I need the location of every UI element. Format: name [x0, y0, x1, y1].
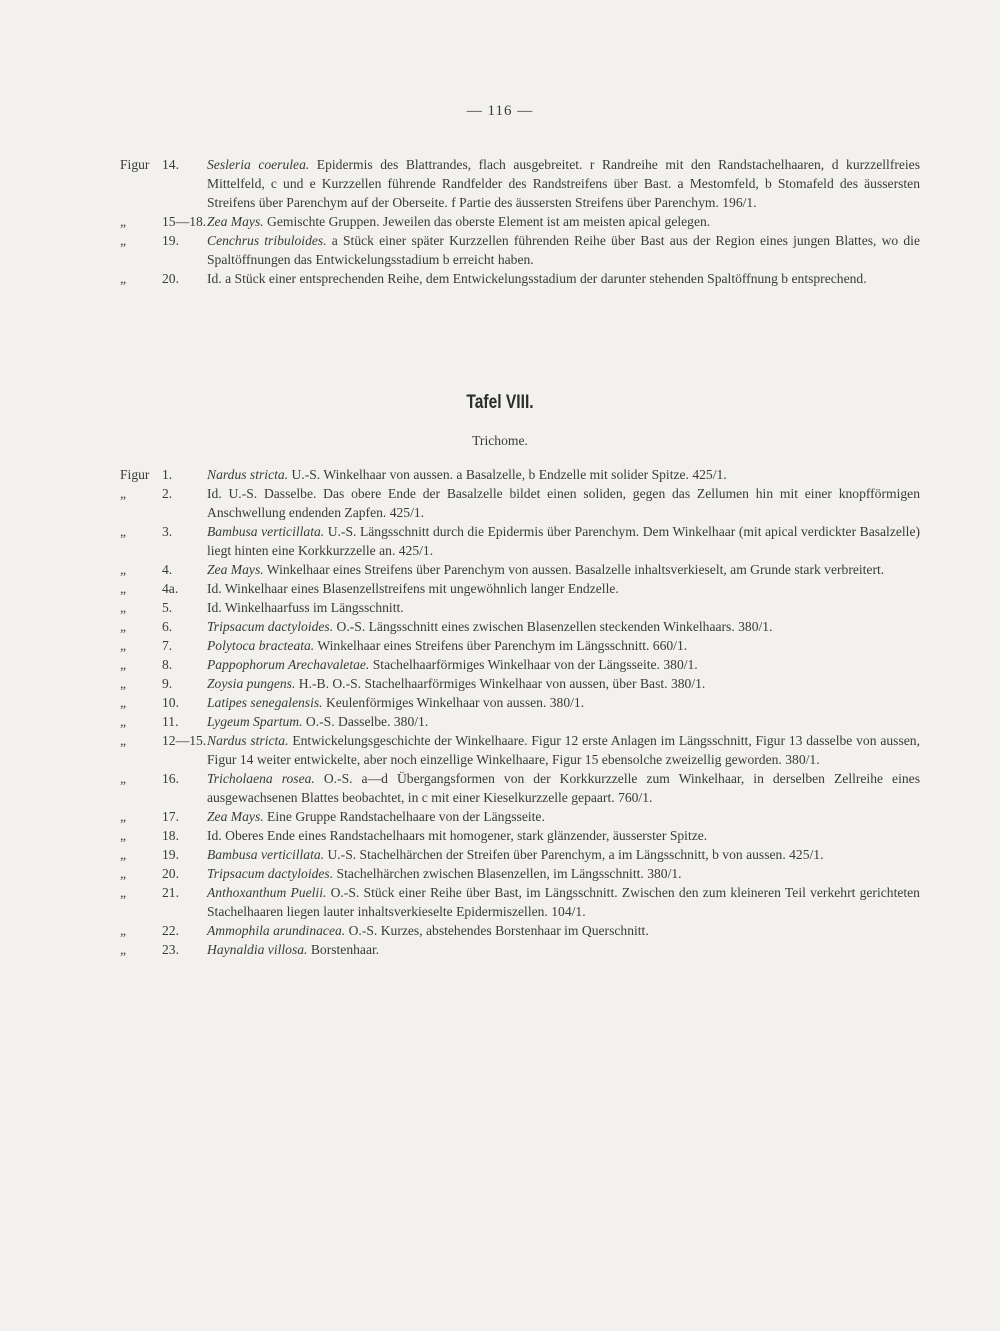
figure-number: 15—18.: [162, 214, 207, 229]
plate-title: Tafel VIII.: [466, 392, 534, 413]
caption-text: Stachelhaarförmiges Winkelhaar von der Längsseite. 380/1.: [369, 657, 698, 672]
figure-caption: [120, 693, 920, 712]
figure-prefix: „: [120, 562, 127, 577]
figure-number: 5.: [162, 600, 173, 615]
species-name: Zea Mays.: [207, 809, 264, 824]
species-name: Bambusa verticillata.: [207, 847, 325, 862]
caption-text: Borstenhaar.: [307, 942, 380, 957]
species-name: Lygeum Spartum.: [207, 714, 303, 729]
figure-label: [120, 522, 206, 541]
figure-label: [120, 674, 206, 693]
figure-prefix: „: [120, 847, 127, 862]
figure-prefix: „: [120, 524, 127, 539]
figure-caption: [120, 484, 920, 522]
figure-prefix: „: [120, 714, 127, 729]
figure-caption: [120, 712, 920, 731]
figure-label: [120, 864, 206, 883]
caption-text: O.-S. a—d Übergangsformen von der Korkkurzzelle zum Winkelhaar, in derselben Zellreihe eines ausgewachsenen Blattes beobachtet, in c mit einer Kieselkurzzelle gepaart. 760/1.: [207, 771, 920, 805]
caption-text: U.-S. Längsschnitt durch die Epidermis über Parenchym. Dem Winkelhaar (mit apical verdickter Basalzelle) liegt hinten eine Korkkurzzelle an. 425/1.: [207, 524, 921, 558]
caption-text: Id. Oberes Ende eines Randstachelhaars mit homogener, stark glänzender, äusserster Spitze.: [207, 828, 708, 843]
figure-prefix: Figur: [120, 467, 150, 482]
figure-label: [120, 826, 206, 845]
figure-label: [120, 598, 206, 617]
figure-caption: [120, 655, 920, 674]
figure-label: [120, 883, 206, 902]
caption-text: Stachelhärchen zwischen Blasenzellen, im Längsschnitt. 380/1.: [333, 866, 682, 881]
caption-text: O.-S. Stück einer Reihe über Bast, im Längsschnitt. Zwischen den zum kleineren Teil verkehrt gerichteten Stachelhaaren liegen lauter inhaltsverkieselte Epidermiszellen. 104/1.: [207, 885, 920, 919]
figure-caption: [120, 598, 920, 617]
figure-label: [120, 693, 206, 712]
figure-label: [120, 269, 206, 288]
figure-caption: [120, 617, 920, 636]
species-name: Ammophila arundinacea.: [207, 923, 346, 938]
species-name: Nardus stricta.: [207, 733, 289, 748]
figure-prefix: „: [120, 885, 127, 900]
figure-caption: [120, 212, 920, 231]
caption-text: Id. U.-S. Dasselbe. Das obere Ende der Basalzelle bildet einen soliden, gegen das Zellumen hin mit einer knopfförmigen Anschwellung endenden Zapfen. 425/1.: [207, 486, 920, 520]
figure-number: 23.: [162, 942, 179, 957]
species-name: Cenchrus tribuloides.: [207, 233, 327, 248]
species-name: Nardus stricta.: [207, 467, 289, 482]
figure-caption: [120, 231, 920, 269]
figure-caption: [120, 465, 920, 484]
figure-number: 17.: [162, 809, 179, 824]
species-name: Zoysia pungens.: [207, 676, 296, 691]
caption-text: O.-S. Längsschnitt eines zwischen Blasenzellen steckenden Winkelhaars. 380/1.: [333, 619, 773, 634]
figure-number: 21.: [162, 885, 179, 900]
figure-prefix: Figur: [120, 157, 150, 172]
species-name: Zea Mays.: [207, 214, 264, 229]
figure-prefix: „: [120, 619, 127, 634]
figure-number: 9.: [162, 676, 173, 691]
figure-prefix: „: [120, 809, 127, 824]
figure-prefix: „: [120, 581, 127, 596]
figure-label: [120, 769, 206, 788]
caption-text: Id. a Stück einer entsprechenden Reihe, dem Entwickelungsstadium der darunter stehenden Spaltöffnung b entsprechend.: [207, 271, 867, 286]
species-name: Zea Mays.: [207, 562, 264, 577]
figure-label: [120, 155, 206, 174]
figure-caption: [120, 845, 920, 864]
figure-prefix: „: [120, 271, 127, 286]
figure-caption: [120, 579, 920, 598]
page-number: — 116 —: [466, 103, 534, 119]
figure-captions-section-2: [120, 465, 920, 959]
caption-text: Winkelhaar eines Streifens über Parenchym von aussen. Basalzelle inhaltsverkieselt, am Grunde stark verbreitert.: [263, 562, 885, 577]
figure-caption: [120, 883, 920, 921]
caption-text: a Stück einer später Kurzzellen führenden Reihe über Bast aus der Region eines jungen Blattes, wo die Spaltöffnungen das Entwickelungsstadium b erreicht haben.: [207, 233, 920, 267]
caption-text: U.-S. Winkelhaar von aussen. a Basalzelle, b Endzelle mit solider Spitze. 425/1.: [288, 467, 727, 482]
figure-number: 18.: [162, 828, 179, 843]
figure-prefix: „: [120, 676, 127, 691]
figure-prefix: „: [120, 214, 127, 229]
figure-captions-section-1: [120, 155, 920, 288]
caption-text: Id. Winkelhaarfuss im Längsschnitt.: [207, 600, 404, 615]
caption-text: O.-S. Kurzes, abstehendes Borstenhaar im Querschnitt.: [345, 923, 649, 938]
species-name: Tripsacum dactyloides.: [207, 619, 334, 634]
figure-number: 12—15.: [162, 733, 207, 748]
species-name: Tripsacum dactyloides.: [207, 866, 334, 881]
figure-prefix: „: [120, 942, 127, 957]
caption-text: O.-S. Dasselbe. 380/1.: [302, 714, 429, 729]
figure-number: 3.: [162, 524, 173, 539]
species-name: Polytoca bracteata.: [207, 638, 315, 653]
caption-text: Eine Gruppe Randstachelhaare von der Längsseite.: [263, 809, 545, 824]
figure-caption: [120, 826, 920, 845]
figure-caption: [120, 807, 920, 826]
species-name: Haynaldia villosa.: [207, 942, 308, 957]
figure-prefix: „: [120, 866, 127, 881]
figure-label: [120, 231, 206, 250]
figure-label: [120, 655, 206, 674]
figure-prefix: „: [120, 600, 127, 615]
figure-number: 11.: [162, 714, 179, 729]
caption-text: Gemischte Gruppen. Jeweilen das oberste Element ist am meisten apical gelegen.: [263, 214, 711, 229]
figure-prefix: „: [120, 233, 127, 248]
figure-label: [120, 712, 206, 731]
figure-number: 6.: [162, 619, 173, 634]
figure-number: 20.: [162, 866, 179, 881]
figure-number: 2.: [162, 486, 173, 501]
figure-caption: [120, 921, 920, 940]
species-name: Bambusa verticillata.: [207, 524, 325, 539]
figure-number: 7.: [162, 638, 173, 653]
figure-label: [120, 212, 206, 231]
figure-caption: [120, 560, 920, 579]
species-name: Tricholaena rosea.: [207, 771, 315, 786]
figure-prefix: „: [120, 828, 127, 843]
figure-label: [120, 636, 206, 655]
figure-number: 20.: [162, 271, 179, 286]
figure-caption: [120, 269, 920, 288]
caption-text: H.-B. O.-S. Stachelhaarförmiges Winkelhaar von aussen, über Bast. 380/1.: [295, 676, 706, 691]
figure-label: [120, 465, 206, 484]
figure-label: [120, 845, 206, 864]
figure-label: [120, 579, 206, 598]
figure-caption: [120, 769, 920, 807]
figure-label: [120, 617, 206, 636]
figure-number: 10.: [162, 695, 179, 710]
figure-caption: [120, 522, 920, 560]
figure-caption: [120, 731, 920, 769]
figure-prefix: „: [120, 657, 127, 672]
figure-number: 14.: [162, 157, 179, 172]
caption-text: Keulenförmiges Winkelhaar von aussen. 380/1.: [322, 695, 585, 710]
figure-prefix: „: [120, 695, 127, 710]
figure-number: 19.: [162, 233, 179, 248]
figure-prefix: „: [120, 771, 127, 786]
figure-number: 4a.: [162, 581, 179, 596]
figure-caption: [120, 940, 920, 959]
figure-number: 16.: [162, 771, 179, 786]
figure-prefix: „: [120, 638, 127, 653]
figure-caption: [120, 155, 920, 212]
figure-label: [120, 921, 206, 940]
figure-number: 19.: [162, 847, 179, 862]
plate-subtitle: Trichome.: [472, 433, 528, 448]
caption-text: Winkelhaar eines Streifens über Parenchym im Längsschnitt. 660/1.: [314, 638, 688, 653]
figure-number: 22.: [162, 923, 179, 938]
figure-label: [120, 484, 206, 503]
figure-number: 1.: [162, 467, 173, 482]
figure-caption: [120, 636, 920, 655]
figure-label: [120, 807, 206, 826]
figure-prefix: „: [120, 733, 127, 748]
figure-number: 4.: [162, 562, 173, 577]
figure-label: [120, 560, 206, 579]
figure-prefix: „: [120, 923, 127, 938]
figure-caption: [120, 864, 920, 883]
caption-text: Entwickelungsgeschichte der Winkelhaare. Figur 12 erste Anlagen im Längsschnitt, Figur 13 dasselbe von aussen, Figur 14 weiter entwickelte, aber noch einzellige Winkelhaare, Figur 15 ebensolche zweizellig geworden. 380/1.: [207, 733, 920, 767]
figure-prefix: „: [120, 486, 127, 501]
figure-label: [120, 940, 206, 959]
species-name: Pappophorum Arechavaletae.: [207, 657, 370, 672]
species-name: Latipes senegalensis.: [207, 695, 323, 710]
caption-text: Epidermis des Blattrandes, flach ausgebreitet. r Randreihe mit den Randstachelhaaren, d kurzzellfreies Mittelfeld, c und e Kurzzellen führende Randfelder des Randstreifens über Bast. a Mestomfeld, b Stomafeld des äussersten Streifens über Parenchym auf der Oberseite. f Partie des äussersten Streifens über Parenchym. 196/1.: [207, 157, 921, 210]
figure-label: [120, 731, 206, 750]
caption-text: Id. Winkelhaar eines Blasenzellstreifens mit ungewöhnlich langer Endzelle.: [207, 581, 619, 596]
species-name: Anthoxanthum Puelii.: [207, 885, 327, 900]
figure-caption: [120, 674, 920, 693]
species-name: Sesleria coerulea.: [207, 157, 310, 172]
figure-number: 8.: [162, 657, 173, 672]
caption-text: U.-S. Stachelhärchen der Streifen über Parenchym, a im Längsschnitt, b von aussen. 425/1.: [324, 847, 824, 862]
